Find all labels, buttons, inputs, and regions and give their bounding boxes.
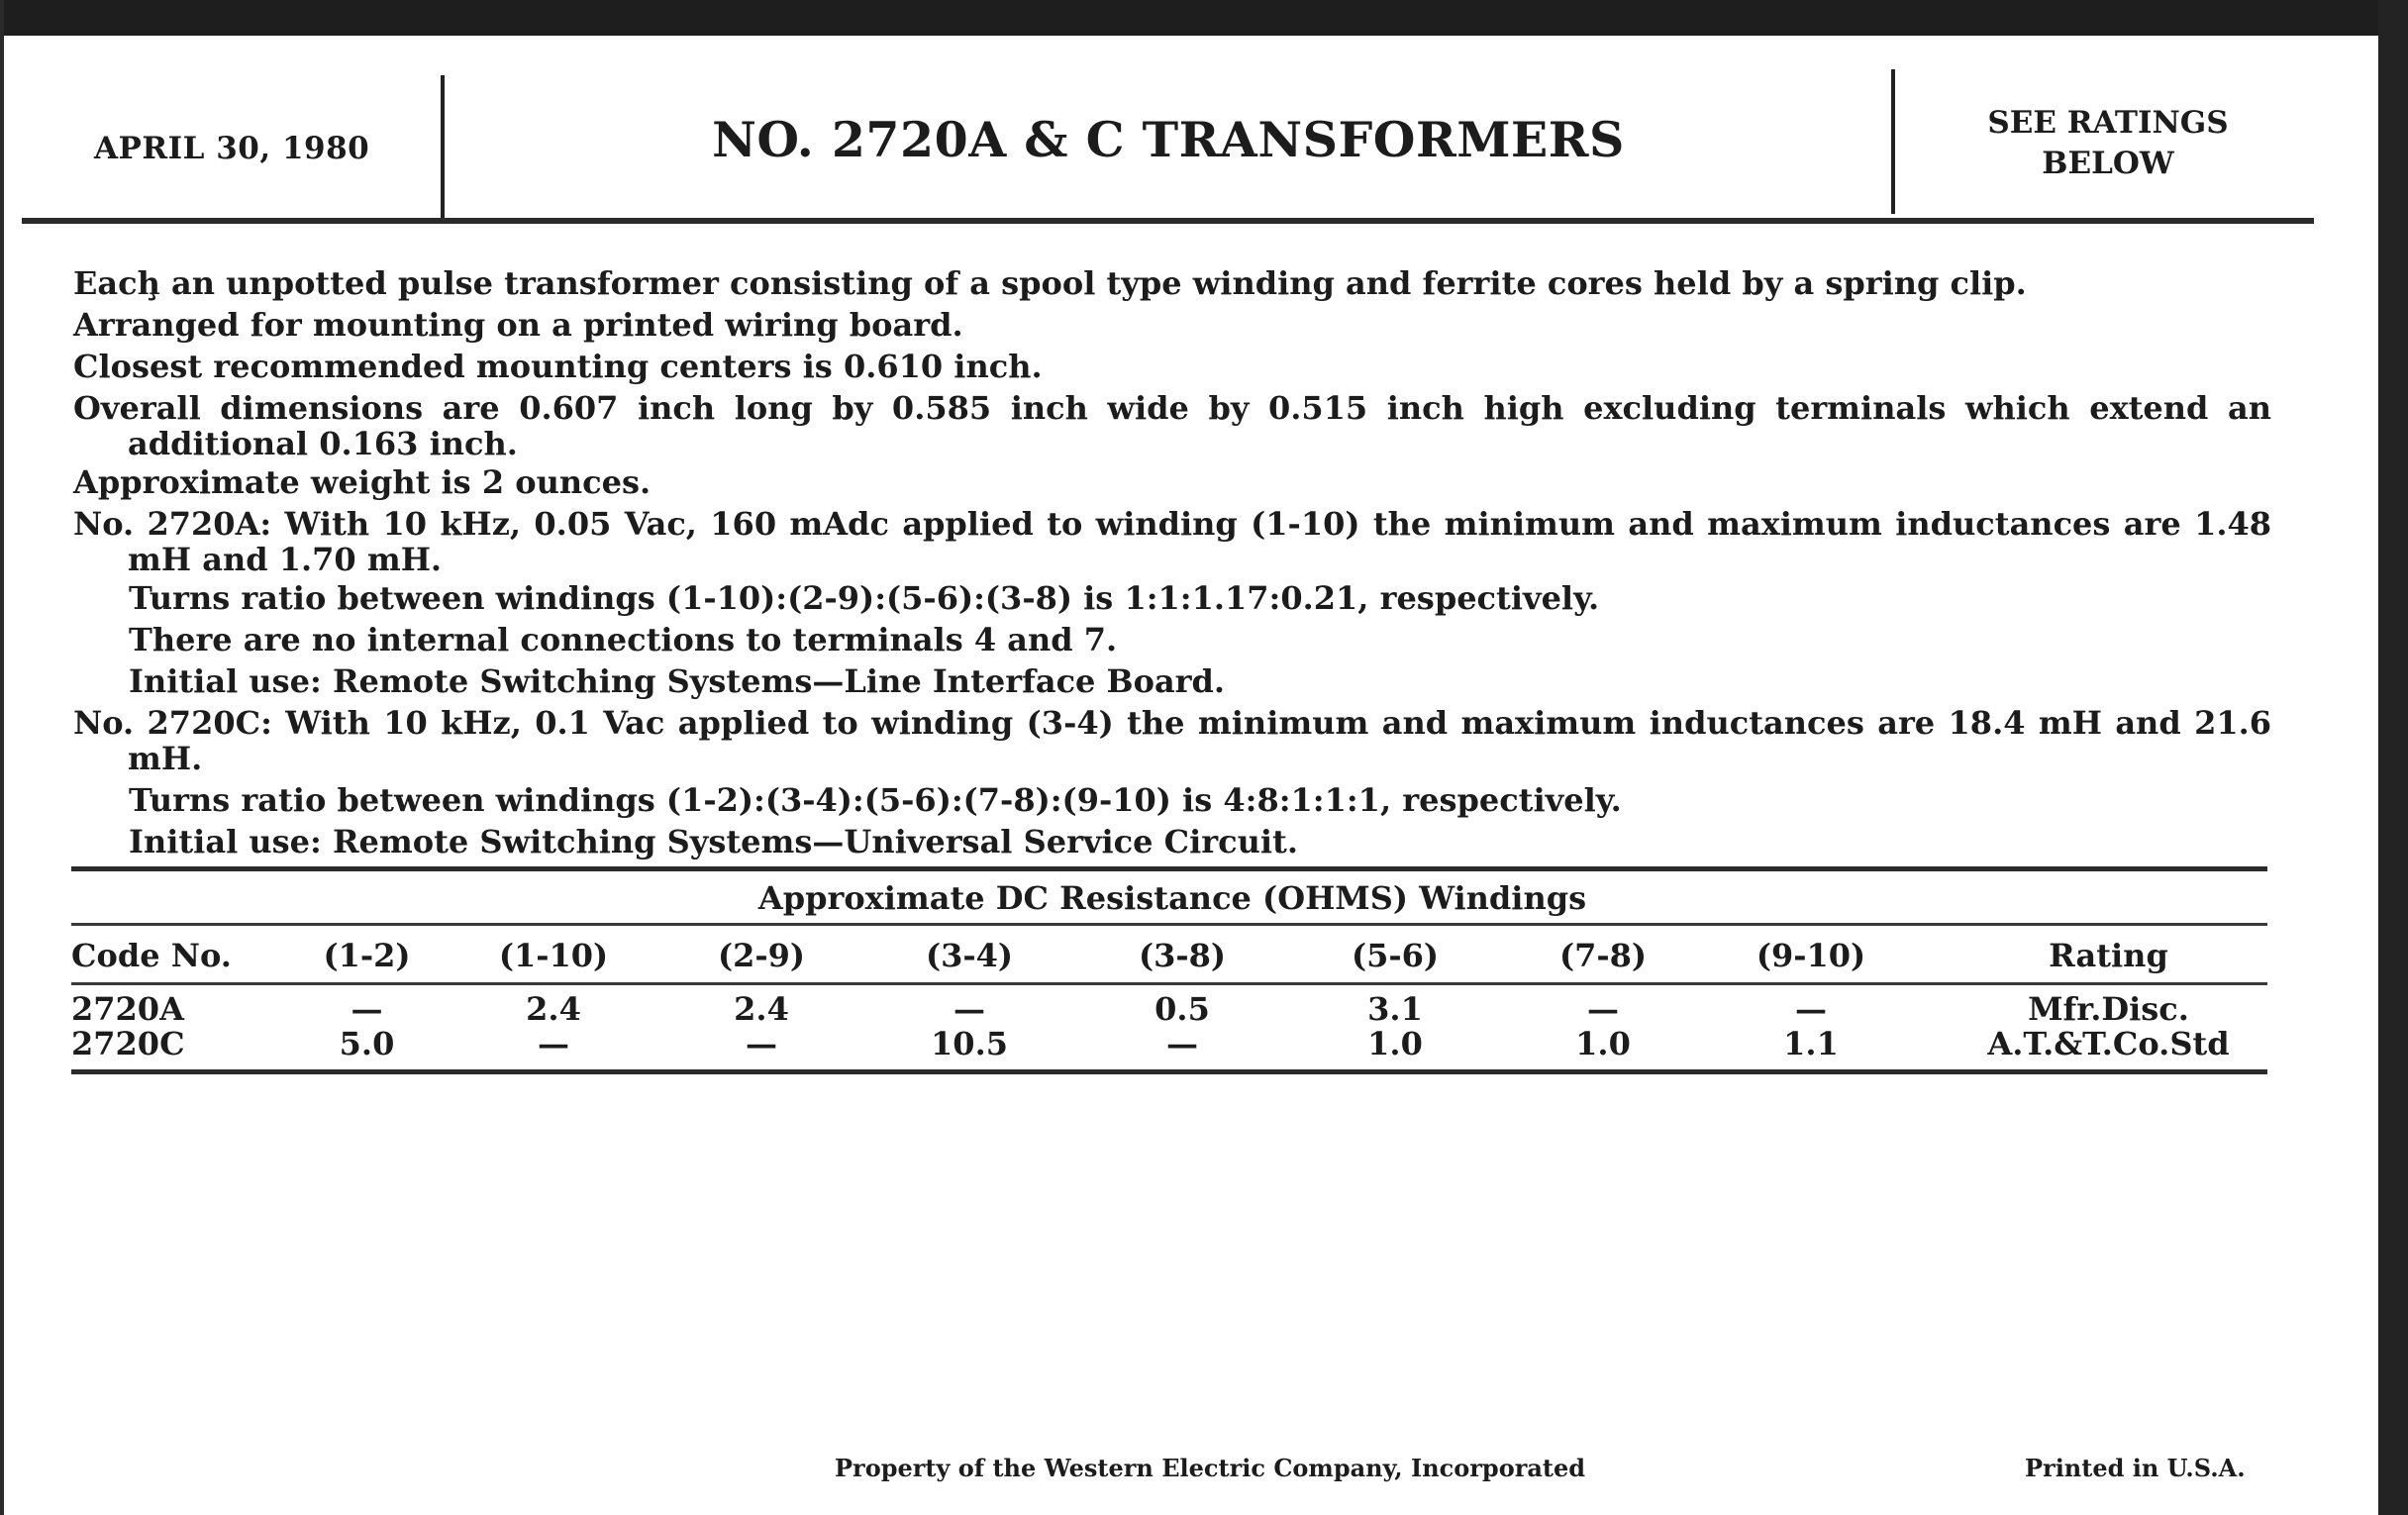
table-cell: — bbox=[746, 1025, 777, 1062]
table-cell: 2.4 bbox=[526, 990, 581, 1028]
column-header: Code No. bbox=[71, 937, 232, 974]
resistance-table bbox=[71, 866, 2267, 1074]
column-header: (2-9) bbox=[717, 937, 806, 974]
table-cell: A.T.&T.Co.Std bbox=[1987, 1025, 2230, 1062]
paragraph-2720c-inductance: No. 2720C: With 10 kHz, 0.1 Vac applied to winding (3-4) the minimum and maximum inductances are 18.4 mH and 21.6 mH. bbox=[73, 704, 2271, 777]
scan-border-left bbox=[0, 0, 4, 1515]
table-cell: — bbox=[1166, 1025, 1198, 1062]
column-header: (3-8) bbox=[1138, 937, 1227, 974]
column-header: (9-10) bbox=[1756, 937, 1866, 974]
paragraph-2720a-connections: There are no internal connections to terminals 4 and 7. bbox=[129, 621, 1118, 658]
column-header: (1-10) bbox=[498, 937, 609, 974]
paragraph-2720c-turns-ratio: Turns ratio between windings (1-2):(3-4):(5-6):(7-8):(9-10) is 4:8:1:1:1, respectively. bbox=[129, 781, 1622, 819]
table-row bbox=[71, 1027, 2267, 1061]
table-cell: 2720A bbox=[71, 990, 184, 1028]
table-cell: 10.5 bbox=[931, 1025, 1008, 1062]
column-header: (1-2) bbox=[323, 937, 411, 974]
page-title: NO. 2720A & C TRANSFORMERS bbox=[712, 111, 1625, 168]
table-cell: — bbox=[538, 1025, 569, 1062]
table-cell: 2720C bbox=[71, 1025, 185, 1062]
paragraph-2720a-initial-use: Initial use: Remote Switching Systems—Line Interface Board. bbox=[129, 662, 1226, 700]
scan-border-top bbox=[0, 0, 2408, 36]
table-cell: 1.0 bbox=[1575, 1025, 1631, 1062]
paragraph-construction: Eacḩ an unpotted pulse transformer consisting of a spool type winding and ferrite cores held by a spring clip. bbox=[73, 264, 2027, 302]
column-header: Rating bbox=[2049, 937, 2168, 974]
description-body bbox=[73, 265, 2271, 865]
paragraph-mounting: Arranged for mounting on a printed wiring board. bbox=[73, 306, 963, 344]
table-cell: 5.0 bbox=[339, 1025, 395, 1062]
paragraph-2720a-inductance: No. 2720A: With 10 kHz, 0.05 Vac, 160 mAdc applied to winding (1-10) the minimum and maximum inductances are 1.48 mH and 1.70 mH. bbox=[73, 505, 2271, 578]
table-cell: 1.0 bbox=[1367, 1025, 1423, 1062]
table-cell: 0.5 bbox=[1154, 990, 1210, 1028]
rating-note-line2: BELOW bbox=[2042, 146, 2174, 181]
scan-border-right bbox=[2378, 0, 2408, 1515]
issue-date: APRIL 30, 1980 bbox=[94, 131, 370, 166]
column-header: (3-4) bbox=[925, 937, 1014, 974]
paragraph-dimensions: Overall dimensions are 0.607 inch long by 0.585 inch wide by 0.515 inch high excluding terminals which extend an additional 0.163 inch. bbox=[73, 389, 2271, 462]
rating-note-line1: SEE RATINGS bbox=[1987, 105, 2229, 141]
column-header: (5-6) bbox=[1351, 937, 1440, 974]
table-title: Approximate DC Resistance (OHMS) Windings bbox=[757, 879, 1587, 917]
paragraph-mounting-centers: Closest recommended mounting centers is 0.610 inch. bbox=[73, 348, 1043, 385]
table-cell: Mfr.Disc. bbox=[2028, 990, 2189, 1028]
table-cell: — bbox=[351, 990, 383, 1028]
paragraph-2720a-turns-ratio: Turns ratio between windings (1-10):(2-9):(5-6):(3-8) is 1:1:1.17:0.21, respectively. bbox=[129, 579, 1600, 617]
table-row bbox=[71, 992, 2267, 1027]
footer-property: Property of the Western Electric Company, Incorporated bbox=[835, 1454, 1586, 1482]
table-cell: — bbox=[1795, 990, 1827, 1028]
table-body bbox=[71, 985, 2267, 1069]
table-header-row bbox=[71, 926, 2267, 982]
header-rule bbox=[22, 218, 2314, 224]
table-cell: — bbox=[953, 990, 985, 1028]
footer-printed: Printed in U.S.A. bbox=[2025, 1454, 2246, 1482]
table-cell: 2.4 bbox=[734, 990, 789, 1028]
table-cell: 1.1 bbox=[1783, 1025, 1839, 1062]
table-cell: — bbox=[1587, 990, 1619, 1028]
column-header: (7-8) bbox=[1558, 937, 1648, 974]
paragraph-weight: Approximate weight is 2 ounces. bbox=[73, 463, 652, 501]
rating-note bbox=[1895, 103, 2321, 184]
table-bottom-rule bbox=[71, 1069, 2267, 1074]
paragraph-2720c-initial-use: Initial use: Remote Switching Systems—Universal Service Circuit. bbox=[129, 823, 1298, 860]
table-cell: 3.1 bbox=[1367, 990, 1423, 1028]
